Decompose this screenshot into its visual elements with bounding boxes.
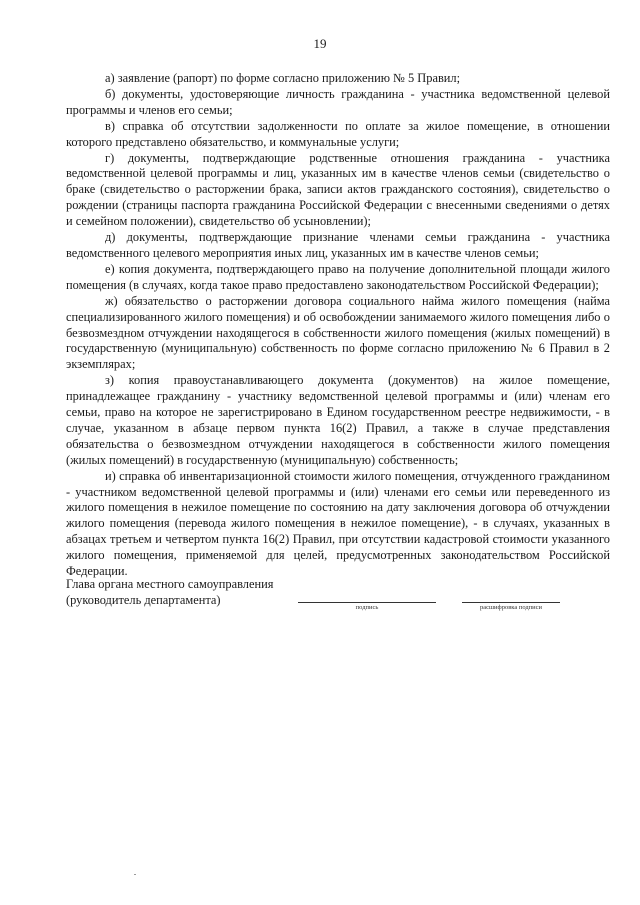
- list-item-d: д) документы, подтверждающие признание членами семьи гражданина - участника ведомственного целевого мероприятия иных лиц, указанных им в качестве членов семьи;: [66, 230, 610, 260]
- list-item-zh: ж) обязательство о расторжении договора социального найма жилого помещения (найма специализированного жилого помещения) и об освобождении занимаемого жилого помещения либо о безвозмездном отчуждении находящегося в собственности жилого помещения (жилых помещений) в государственную (муниципальную) собственность по форме согласно приложению № 6 Правил в 2 экземплярах;: [66, 293, 610, 372]
- signature-decode-caption: расшифровка подписи: [479, 604, 543, 611]
- scan-speck: [134, 874, 136, 875]
- signature-caption: подпись: [355, 604, 379, 611]
- list-item-a: а) заявление (рапорт) по форме согласно приложению № 5 Правил;: [105, 71, 461, 85]
- list-item-z: з) копия правоустанавливающего документа (документов) на жилое помещение, принадлежащее гражданину - участнику ведомственной целевой программы и (или) членам его семьи, право на которое не зарегистрировано в Едином государственном реестре недвижимости, - в случае, указанном в абзаце первом пункта 16(2) Правил, а также в случае представления обязательства о безвозмездном отчуждении находящегося в собственности жилого помещения (жилых помещений) в государственную (муниципальную) собственность;: [66, 373, 610, 467]
- signatory-subtitle: (руководитель департамента): [66, 593, 221, 607]
- signature-decode-line: [462, 602, 560, 612]
- list-item-g: г) документы, подтверждающие родственные отношения гражданина - участника ведомственной целевой программы и лиц, указанных им в качестве членов семьи (свидетельство о браке (свидетельство о расторжении брака, записи актов гражданского состояния), свидетельство о рождении (страницы паспорта гражданина Российской Федерации с внесенными сведениями о детях и семейном положении), свидетельство об усыновлении);: [66, 150, 610, 229]
- signature-block: [66, 576, 610, 616]
- signatory-title: Глава органа местного самоуправления: [66, 577, 274, 591]
- list-item-i: и) справка об инвентаризационной стоимости жилого помещения, отчужденного гражданином - участником ведомственной целевой программы и (или) членами его семьи или переведенного из жилого помещения в нежилое помещение по состоянию на дату заключения договора об отчуждении жилого помещения (перевода жилого помещения в нежилое помещение), - в случаях, указанных в абзацах третьем и четвертом пункта 16(2) Правил, при отсутствии кадастровой стоимости указанного жилого помещения, применяемой для целей, предусмотренных законодательством Российской Федерации.: [66, 468, 610, 579]
- document-body: [66, 71, 610, 580]
- page-number: 19: [313, 36, 327, 51]
- list-item-e: е) копия документа, подтверждающего право на получение дополнительной площади жилого помещения (в случаях, когда такое право предоставлено законодательством Российской Федерации);: [66, 261, 610, 292]
- list-item-v: в) справка об отсутствии задолженности по оплате за жилое помещение, в отношении которого представлено обязательство, и коммунальные услуги;: [66, 118, 610, 149]
- signature-line: [298, 602, 436, 612]
- list-item-b: б) документы, удостоверяющие личность гражданина - участника ведомственной целевой программы и членов его семьи;: [66, 86, 610, 117]
